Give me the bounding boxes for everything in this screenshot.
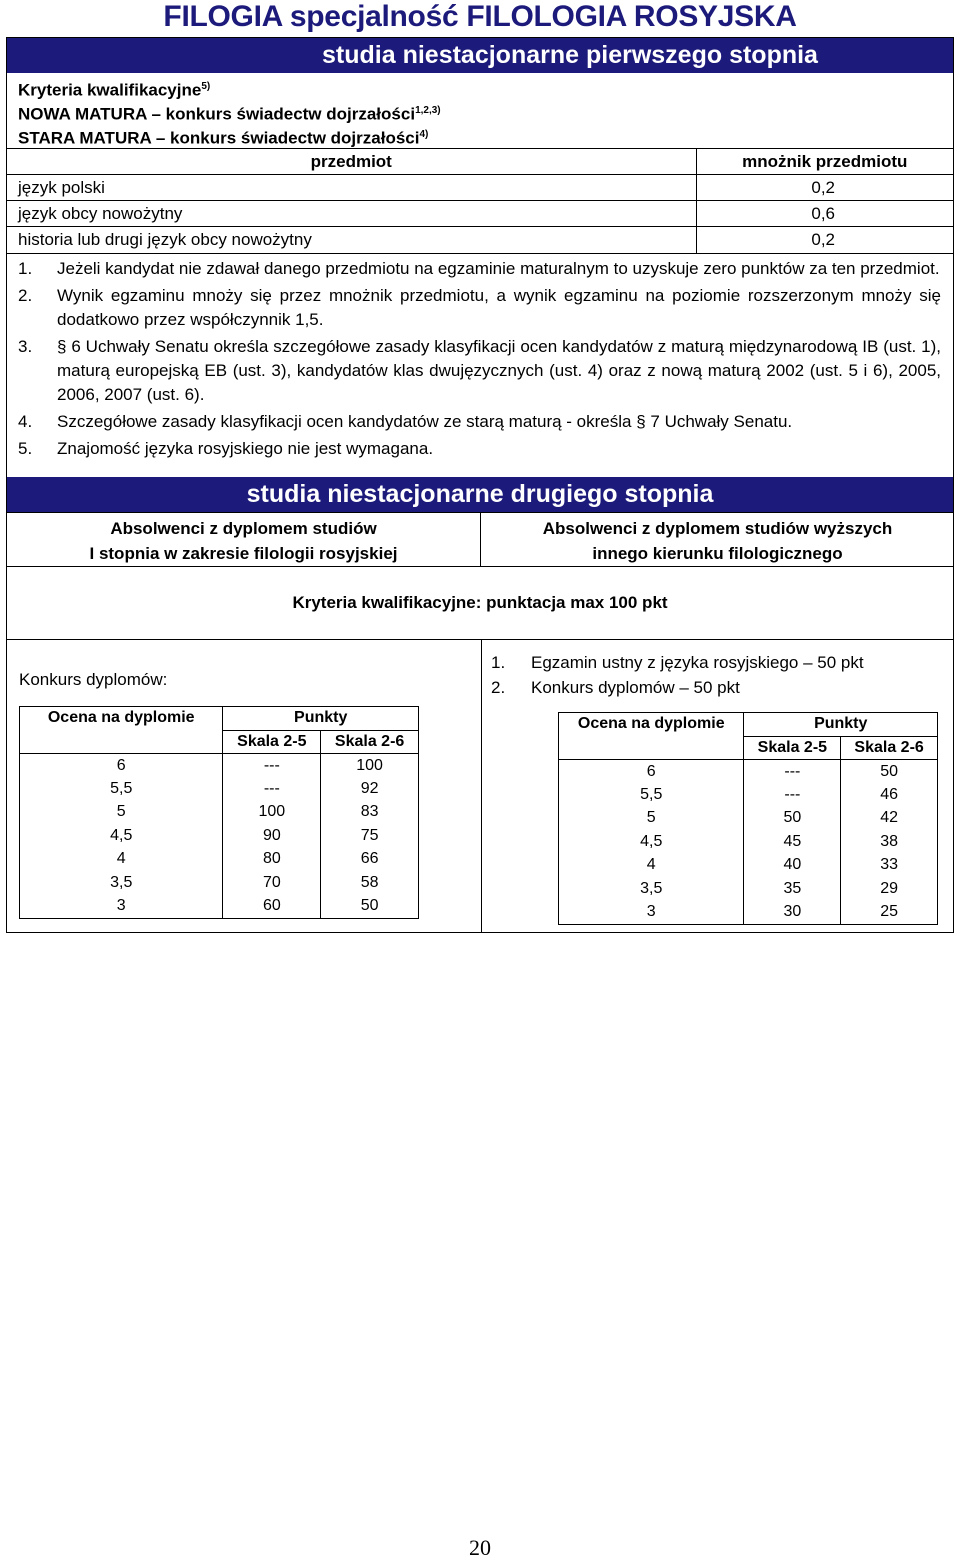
table-row (20, 824, 419, 848)
grade-header: Ocena na dyplomie (20, 707, 223, 754)
subject-multiplier: 0,2 (696, 227, 953, 253)
table-header-row (7, 149, 953, 175)
table-row (20, 754, 419, 778)
page-title: FILOGIA specjalność FILOLOGIA ROSYJSKA (163, 0, 797, 33)
table-cell: 50 (321, 895, 419, 919)
group-russian-philology (7, 513, 481, 567)
table-cell: 4,5 (559, 830, 744, 854)
table-row (20, 871, 419, 895)
right-grade-table (558, 712, 938, 925)
table-cell: 2. (491, 678, 506, 697)
table-row (559, 854, 938, 878)
table-row (7, 201, 953, 227)
scale-2-5-header: Skala 2-5 (223, 730, 321, 754)
table-header-row (20, 707, 419, 731)
table-cell: 83 (321, 801, 419, 825)
table-cell: 100 (223, 801, 321, 825)
table-cell: Egzamin ustny z języka rosyjskiego – 50 pkt (531, 653, 864, 672)
list-item (491, 650, 864, 675)
table-cell: 5 (20, 801, 223, 825)
table-row (559, 877, 938, 901)
table-row (559, 783, 938, 807)
subject-name: historia lub drugi język obcy nowożytny (7, 227, 696, 253)
multiplier-header: mnożnik przedmiotu (696, 149, 953, 175)
subject-multiplier-table (7, 148, 953, 253)
table-cell: Jeżeli kandydat nie zdawał danego przedmiotu na egzaminie maturalnym to uzyskuje zero punktów za ten przedmiot. (57, 259, 940, 278)
footnotes (7, 253, 953, 461)
table-cell: 75 (321, 824, 419, 848)
admission-sheet (6, 37, 954, 933)
table-row (559, 807, 938, 831)
table-cell: 3 (559, 901, 744, 925)
scale-2-6-header: Skala 2-6 (841, 736, 938, 760)
criteria-row (7, 566, 953, 640)
table-cell: § 6 Uchwały Senatu określa szczegółowe zasady klasyfikacji ocen kandydatów z maturą międzynarodową IB (ust. 1), maturą europejską EB (ust. 3), kandydatów klas dwujęzycznych (ust. 4) oraz z nową maturą 2002 (ust. 5 i 6), 2005, 2006, 2007 (ust. 6). (57, 337, 941, 404)
table-cell: I stopnia w zakresie filologii rosyjskiej (89, 544, 398, 563)
table-cell: 80 (223, 848, 321, 872)
table-cell: 30 (744, 901, 841, 925)
table-cell: 3. (18, 337, 33, 356)
table-cell: 5. (18, 439, 33, 458)
table-cell: 4) (419, 129, 429, 140)
column-divider (481, 640, 482, 932)
scale-2-5-header: Skala 2-5 (744, 736, 841, 760)
table-cell: 60 (223, 895, 321, 919)
table-cell: 46 (841, 783, 938, 807)
table-cell: 6 (20, 754, 223, 778)
table-cell: 100 (321, 754, 419, 778)
table-cell: NOWA MATURA – konkurs świadectw dojrzałości (18, 104, 416, 124)
scale-2-6-header: Skala 2-6 (321, 730, 419, 754)
table-cell: Znajomość języka rosyjskiego nie jest wymagana. (57, 439, 434, 458)
grade-header: Ocena na dyplomie (559, 713, 744, 760)
table-row (559, 760, 938, 784)
table-cell: Wynik egzaminu mnoży się przez mnożnik przedmiotu, a wynik egzaminu na poziomie rozszerzonym mnoży się dodatkowo przez współczynnik 1,5. (57, 286, 941, 329)
table-cell: 42 (841, 807, 938, 831)
table-cell: 70 (223, 871, 321, 895)
footnote (7, 434, 953, 461)
table-row (20, 801, 419, 825)
table-cell: 1,2,3) (415, 105, 441, 116)
subject-name: język polski (7, 175, 696, 201)
table-cell: 4,5 (20, 824, 223, 848)
first-cycle-heading: studia niestacjonarne pierwszego stopnia (7, 38, 953, 73)
subject-header: przedmiot (7, 149, 696, 175)
table-cell: 5) (201, 81, 211, 92)
table-cell: --- (223, 754, 321, 778)
table-cell: innego kierunku filologicznego (592, 544, 843, 563)
page-number: 20 (469, 1535, 491, 1560)
table-cell: 3 (20, 895, 223, 919)
table-cell: 40 (744, 854, 841, 878)
table-cell: 4 (20, 848, 223, 872)
table-row (7, 175, 953, 201)
table-cell: 29 (841, 877, 938, 901)
table-cell: STARA MATURA – konkurs świadectw dojrzałości (18, 128, 420, 148)
table-cell: 5 (559, 807, 744, 831)
group-other-philology (482, 513, 953, 567)
table-cell: Szczegółowe zasady klasyfikacji ocen kandydatów ze starą maturą - określa § 7 Uchwały Senatu. (57, 412, 793, 431)
old-matura-label (18, 123, 428, 151)
table-cell: 38 (841, 830, 938, 854)
second-cycle-heading: studia niestacjonarne drugiego stopnia (7, 477, 953, 512)
table-cell: 66 (321, 848, 419, 872)
table-cell: --- (223, 777, 321, 801)
subject-name: język obcy nowożytny (7, 201, 696, 227)
table-cell: 58 (321, 871, 419, 895)
left-grade-table (19, 706, 419, 919)
table-cell: 50 (841, 760, 938, 784)
footnote (7, 281, 953, 332)
subject-multiplier: 0,6 (696, 201, 953, 227)
list-item (491, 675, 864, 700)
candidate-groups-row (7, 512, 953, 567)
points-header: Punkty (223, 707, 419, 731)
table-cell: Konkurs dyplomów – 50 pkt (531, 678, 740, 697)
table-cell: 3,5 (559, 877, 744, 901)
table-cell: 4. (18, 412, 33, 431)
table-cell: 35 (744, 877, 841, 901)
footnote (7, 407, 953, 434)
table-header-row (559, 713, 938, 737)
table-row (20, 895, 419, 919)
table-row (559, 830, 938, 854)
max-points-criteria: Kryteria kwalifikacyjne: punktacja max 100 pkt (292, 593, 668, 612)
table-cell: 45 (744, 830, 841, 854)
footnote (7, 254, 953, 281)
footnote (7, 332, 953, 407)
table-cell: 33 (841, 854, 938, 878)
table-cell: Kryteria kwalifikacyjne (18, 80, 202, 100)
table-cell: 2. (18, 286, 33, 305)
subject-multiplier: 0,2 (696, 175, 953, 201)
table-cell: 1. (491, 653, 506, 672)
points-header: Punkty (744, 713, 938, 737)
table-cell: Absolwenci z dyplomem studiów wyższych (542, 519, 893, 538)
table-row (20, 848, 419, 872)
table-cell: 25 (841, 901, 938, 925)
table-cell: Absolwenci z dyplomem studiów (110, 519, 377, 538)
requirements-list (491, 650, 864, 700)
table-row (559, 901, 938, 925)
table-cell: 5,5 (559, 783, 744, 807)
table-cell: --- (744, 760, 841, 784)
table-row (20, 777, 419, 801)
table-cell: 4 (559, 854, 744, 878)
table-cell: 92 (321, 777, 419, 801)
table-cell: --- (744, 783, 841, 807)
table-cell: 6 (559, 760, 744, 784)
table-row (7, 227, 953, 253)
diploma-competition-label: Konkurs dyplomów: (19, 670, 168, 689)
table-cell: 90 (223, 824, 321, 848)
table-cell: 50 (744, 807, 841, 831)
table-cell: 5,5 (20, 777, 223, 801)
table-cell: 1. (18, 259, 33, 278)
table-cell: 3,5 (20, 871, 223, 895)
